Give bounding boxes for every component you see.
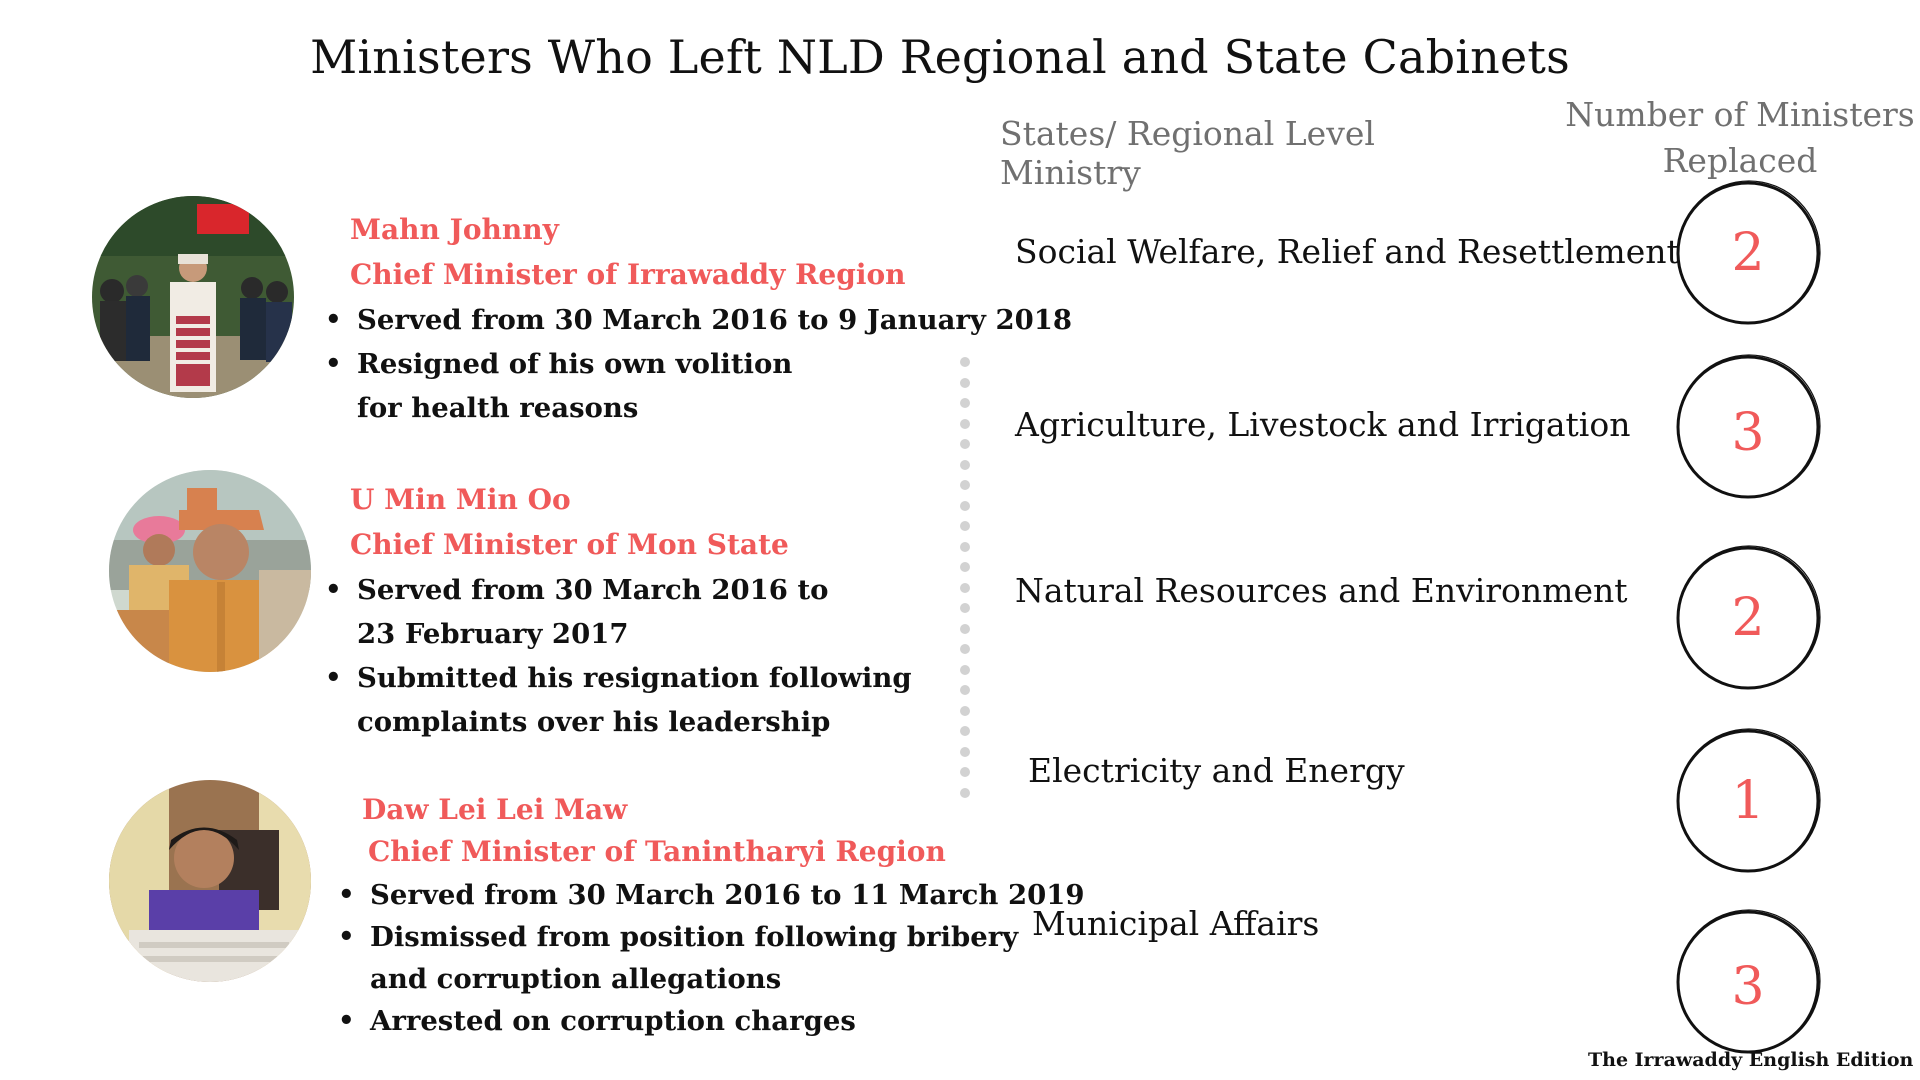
minister-name: Daw Lei Lei Maw xyxy=(362,793,628,826)
fact-line: and corruption allegations xyxy=(370,963,782,995)
count-column-header xyxy=(1560,92,1920,184)
fact-line: • Served from 30 March 2016 to xyxy=(357,574,829,606)
fact-item xyxy=(338,916,1085,1000)
count-header-line: Number of Ministers xyxy=(1565,95,1915,134)
count-value: 2 xyxy=(1731,223,1765,283)
fact-line: • Submitted his resignation following xyxy=(357,662,912,694)
count-header-line: Replaced xyxy=(1662,141,1818,180)
ministry-label: Social Welfare, Relief and Resettlement xyxy=(1015,232,1680,271)
count-value: 2 xyxy=(1731,588,1765,648)
fact-line: • Dismissed from position following bribery xyxy=(370,921,1019,953)
dotted-divider xyxy=(960,357,972,808)
minister-photo-1 xyxy=(92,196,294,398)
count-value: 3 xyxy=(1731,403,1765,463)
fact-item xyxy=(338,874,1085,916)
ministry-label: Natural Resources and Environment xyxy=(1015,571,1628,610)
minister-role: Chief Minister of Irrawaddy Region xyxy=(350,258,906,291)
fact-line: complaints over his leadership xyxy=(357,706,831,738)
fact-item xyxy=(325,298,1072,342)
minister-name: U Min Min Oo xyxy=(350,483,571,516)
minister-photo-2 xyxy=(109,470,311,672)
ministry-label: Municipal Affairs xyxy=(1032,904,1320,943)
source-credit: The Irrawaddy English Edition xyxy=(1588,1049,1914,1071)
fact-item xyxy=(338,1000,1085,1042)
fact-line: Arrested on corruption charges xyxy=(370,1005,856,1037)
minister-facts xyxy=(325,568,912,744)
ministry-column-header: States/ Regional Level Ministry xyxy=(1000,114,1375,192)
fact-line: • Resigned of his own volition xyxy=(357,348,793,380)
ministry-label: Electricity and Energy xyxy=(1028,751,1405,790)
ministry-label: Agriculture, Livestock and Irrigation xyxy=(1015,405,1631,444)
minister-role: Chief Minister of Mon State xyxy=(350,528,789,561)
fact-line: 23 February 2017 xyxy=(357,618,629,650)
fact-line: Served from 30 March 2016 to 9 January 2018 xyxy=(357,304,1073,336)
fact-item xyxy=(325,568,912,656)
minister-name: Mahn Johnny xyxy=(350,213,559,246)
minister-photo-3 xyxy=(109,780,311,982)
fact-line: Served from 30 March 2016 to 11 March 2019 xyxy=(370,879,1085,911)
minister-role: Chief Minister of Tanintharyi Region xyxy=(368,835,946,868)
count-value: 1 xyxy=(1731,771,1765,831)
page-title: Ministers Who Left NLD Regional and State Cabinets xyxy=(310,30,1570,84)
fact-item xyxy=(325,656,912,744)
minister-facts xyxy=(338,874,1085,1042)
fact-line: for health reasons xyxy=(357,392,639,424)
count-value: 3 xyxy=(1731,957,1765,1017)
